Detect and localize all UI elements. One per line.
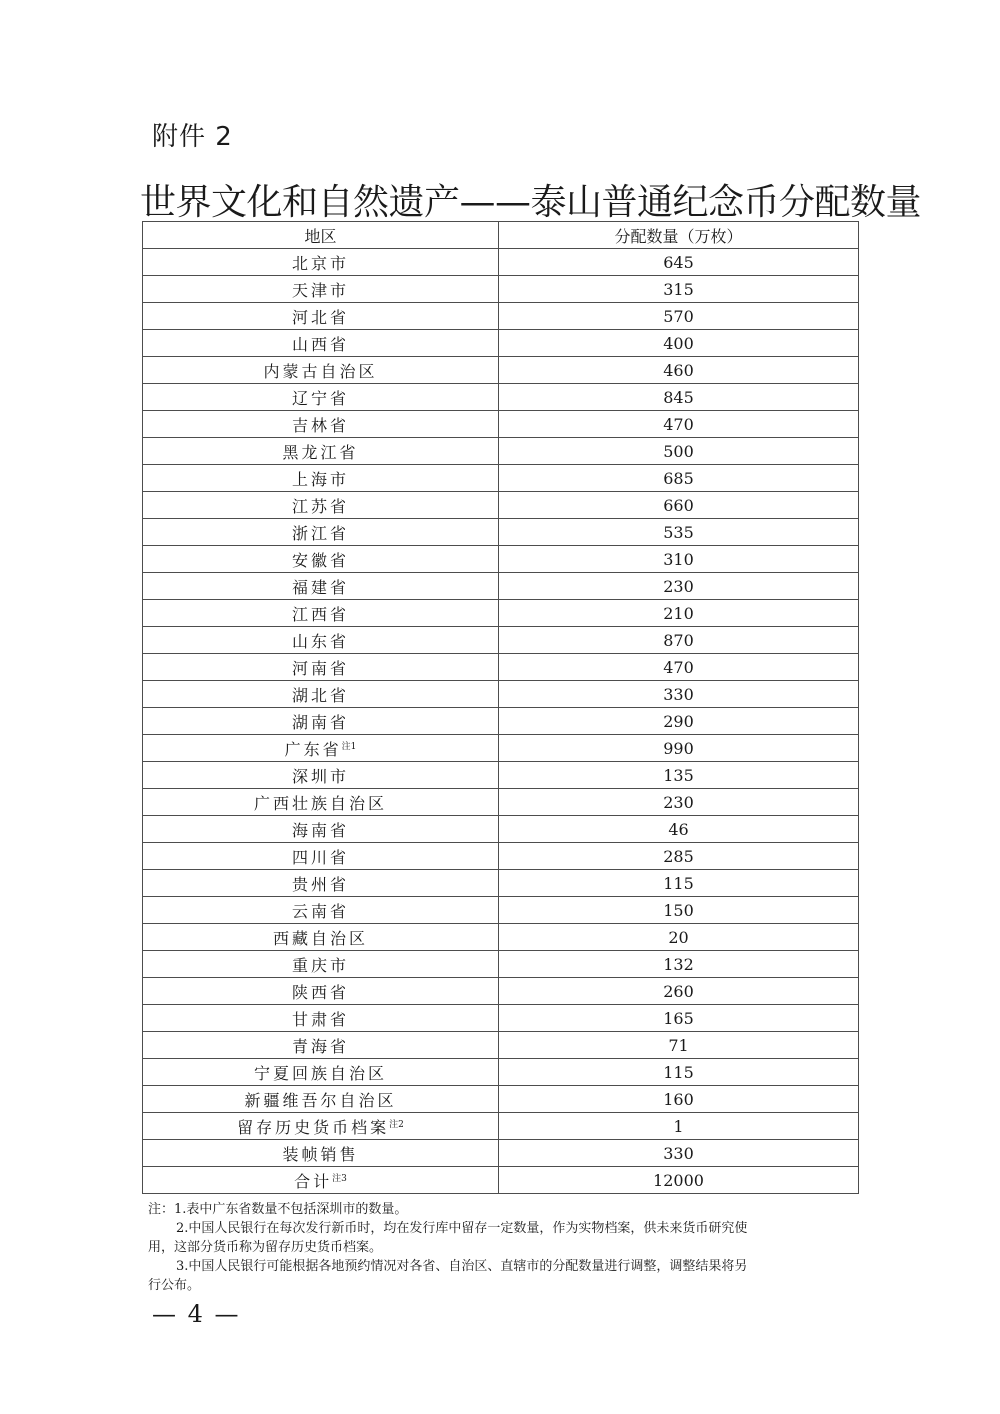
region-name: 宁夏回族自治区: [253, 1063, 387, 1083]
region-name: 内蒙古自治区: [263, 361, 378, 381]
table-row: [143, 600, 859, 627]
region-name: 广西壮族自治区: [253, 793, 387, 813]
region-cell: [143, 438, 499, 465]
table-row: [143, 870, 859, 897]
table-row: [143, 978, 859, 1005]
quantity-cell: 165: [499, 1005, 859, 1032]
region-cell: [143, 1005, 499, 1032]
region-name: 山东省: [291, 631, 349, 651]
page-title: 世界文化和自然遗产——泰山普通纪念币分配数量: [140, 182, 922, 223]
region-cell: [143, 357, 499, 384]
table-row: [143, 330, 859, 357]
region-name: 福建省: [291, 577, 349, 597]
region-name: 云南省: [291, 901, 349, 921]
quantity-cell: 132: [499, 951, 859, 978]
quantity-cell: 470: [499, 411, 859, 438]
quantity-cell: 210: [499, 600, 859, 627]
region-cell: [143, 1032, 499, 1059]
table-row: [143, 789, 859, 816]
region-name: 上海市: [291, 469, 349, 489]
region-name: 深圳市: [291, 766, 349, 786]
region-cell: [143, 816, 499, 843]
quantity-cell: 470: [499, 654, 859, 681]
region-cell: [143, 708, 499, 735]
table-row: [143, 384, 859, 411]
table-row: [143, 951, 859, 978]
region-cell: [143, 978, 499, 1005]
region-cell: [143, 870, 499, 897]
region-cell: [143, 654, 499, 681]
quantity-cell: 46: [499, 816, 859, 843]
region-name: 江苏省: [291, 496, 349, 516]
allocation-table: [142, 221, 859, 1194]
footnote-2-line-2: 用，这部分货币称为留存历史货币档案。: [148, 1240, 383, 1255]
table-row: [143, 762, 859, 789]
region-name: 陕西省: [291, 982, 349, 1002]
table-row: [143, 924, 859, 951]
attachment-label: 附件 2: [152, 122, 233, 152]
region-name: 西藏自治区: [272, 928, 368, 948]
region-name: 山西省: [291, 334, 349, 354]
table-row: [143, 816, 859, 843]
quantity-cell: 150: [499, 897, 859, 924]
region-name: 天津市: [291, 280, 349, 300]
footnote-marker: 注2: [389, 1119, 404, 1130]
region-cell: [143, 1086, 499, 1113]
region-name: 湖北省: [291, 685, 349, 705]
column-header-region: 地区: [143, 222, 499, 249]
region-cell: [143, 762, 499, 789]
table-row: [143, 708, 859, 735]
region-name: 装帧销售: [282, 1144, 359, 1164]
quantity-cell: 135: [499, 762, 859, 789]
region-cell: [143, 951, 499, 978]
quantity-cell: 160: [499, 1086, 859, 1113]
table-row: [143, 249, 859, 276]
region-cell: [143, 546, 499, 573]
table-row: [143, 1005, 859, 1032]
quantity-cell: 870: [499, 627, 859, 654]
region-name: 海南省: [291, 820, 349, 840]
quantity-cell: 990: [499, 735, 859, 762]
region-name: 留存历史货币档案: [237, 1117, 390, 1137]
region-cell: [143, 330, 499, 357]
table-row: [143, 438, 859, 465]
page-number: — 4 —: [152, 1300, 241, 1328]
region-cell: [143, 789, 499, 816]
region-cell: [143, 573, 499, 600]
footnote-marker: 注1: [341, 741, 357, 752]
region-name: 黑龙江省: [282, 442, 359, 462]
table-row: [143, 1032, 859, 1059]
table-row: [143, 1059, 859, 1086]
region-name: 安徽省: [291, 550, 349, 570]
quantity-cell: 535: [499, 519, 859, 546]
table-row: [143, 1113, 859, 1140]
table-row: [143, 357, 859, 384]
footnote-marker: 注3: [332, 1173, 347, 1184]
table-row: [143, 519, 859, 546]
region-name: 北京市: [291, 253, 349, 273]
quantity-cell: 660: [499, 492, 859, 519]
quantity-cell: 230: [499, 573, 859, 600]
quantity-cell: 12000: [499, 1167, 859, 1194]
region-name: 四川省: [291, 847, 349, 867]
quantity-cell: 260: [499, 978, 859, 1005]
region-cell: [143, 681, 499, 708]
region-cell: [143, 843, 499, 870]
quantity-cell: 500: [499, 438, 859, 465]
region-cell: [143, 465, 499, 492]
region-cell: [143, 384, 499, 411]
table-row: [143, 492, 859, 519]
table-body: [143, 249, 859, 1194]
region-cell: [143, 519, 499, 546]
quantity-cell: 230: [499, 789, 859, 816]
table-row: [143, 654, 859, 681]
quantity-cell: 115: [499, 1059, 859, 1086]
table-row: [143, 627, 859, 654]
footnote-3-line-2: 行公布。: [148, 1278, 201, 1293]
table-row: [143, 276, 859, 303]
quantity-cell: 1: [499, 1113, 859, 1140]
region-cell: [143, 1113, 499, 1140]
table-row: [143, 1167, 859, 1194]
table-row: [143, 735, 859, 762]
table-row: [143, 546, 859, 573]
quantity-cell: 290: [499, 708, 859, 735]
region-cell: [143, 249, 499, 276]
table-row: [143, 1086, 859, 1113]
column-header-quantity: 分配数量（万枚）: [499, 222, 859, 249]
table-row: [143, 1140, 859, 1167]
table-row: [143, 573, 859, 600]
footnote-2-line-1: 2.中国人民银行在每次发行新币时，均在发行库中留存一定数量，作为实物档案，供未来货币研究使: [176, 1221, 748, 1236]
region-cell: [143, 411, 499, 438]
quantity-cell: 285: [499, 843, 859, 870]
quantity-cell: 315: [499, 276, 859, 303]
region-cell: [143, 303, 499, 330]
quantity-cell: 570: [499, 303, 859, 330]
region-cell: [143, 897, 499, 924]
table-row: [143, 411, 859, 438]
quantity-cell: 71: [499, 1032, 859, 1059]
footnote-3-line-1: 3.中国人民银行可能根据各地预约情况对各省、自治区、直辖市的分配数量进行调整，调整结果将另: [176, 1259, 748, 1274]
region-cell: [143, 1059, 499, 1086]
region-cell: [143, 1167, 499, 1194]
quantity-cell: 460: [499, 357, 859, 384]
region-cell: [143, 627, 499, 654]
table-row: [143, 843, 859, 870]
region-name: 江西省: [291, 604, 349, 624]
region-name: 重庆市: [291, 955, 349, 975]
region-name: 河南省: [291, 658, 349, 678]
region-cell: [143, 735, 499, 762]
quantity-cell: 20: [499, 924, 859, 951]
footnotes: [148, 1200, 860, 1295]
region-name: 河北省: [291, 307, 349, 327]
region-cell: [143, 492, 499, 519]
region-name: 甘肃省: [291, 1009, 349, 1029]
region-cell: [143, 924, 499, 951]
quantity-cell: 115: [499, 870, 859, 897]
table-row: [143, 465, 859, 492]
table-row: [143, 897, 859, 924]
region-name: 湖南省: [291, 712, 349, 732]
region-name: 新疆维吾尔自治区: [244, 1090, 397, 1110]
region-name: 辽宁省: [291, 388, 349, 408]
table-row: [143, 681, 859, 708]
quantity-cell: 310: [499, 546, 859, 573]
region-name: 广东省: [284, 739, 342, 759]
region-name: 贵州省: [291, 874, 349, 894]
region-cell: [143, 1140, 499, 1167]
region-name: 吉林省: [291, 415, 349, 435]
quantity-cell: 685: [499, 465, 859, 492]
region-cell: [143, 600, 499, 627]
table-header-row: [143, 222, 859, 249]
quantity-cell: 645: [499, 249, 859, 276]
quantity-cell: 400: [499, 330, 859, 357]
footnote-1: 注：1.表中广东省数量不包括深圳市的数量。: [148, 1202, 408, 1217]
region-cell: [143, 276, 499, 303]
region-name: 浙江省: [291, 523, 349, 543]
region-name: 合计: [294, 1171, 333, 1191]
quantity-cell: 330: [499, 681, 859, 708]
quantity-cell: 330: [499, 1140, 859, 1167]
table-row: [143, 303, 859, 330]
quantity-cell: 845: [499, 384, 859, 411]
region-name: 青海省: [291, 1036, 349, 1056]
